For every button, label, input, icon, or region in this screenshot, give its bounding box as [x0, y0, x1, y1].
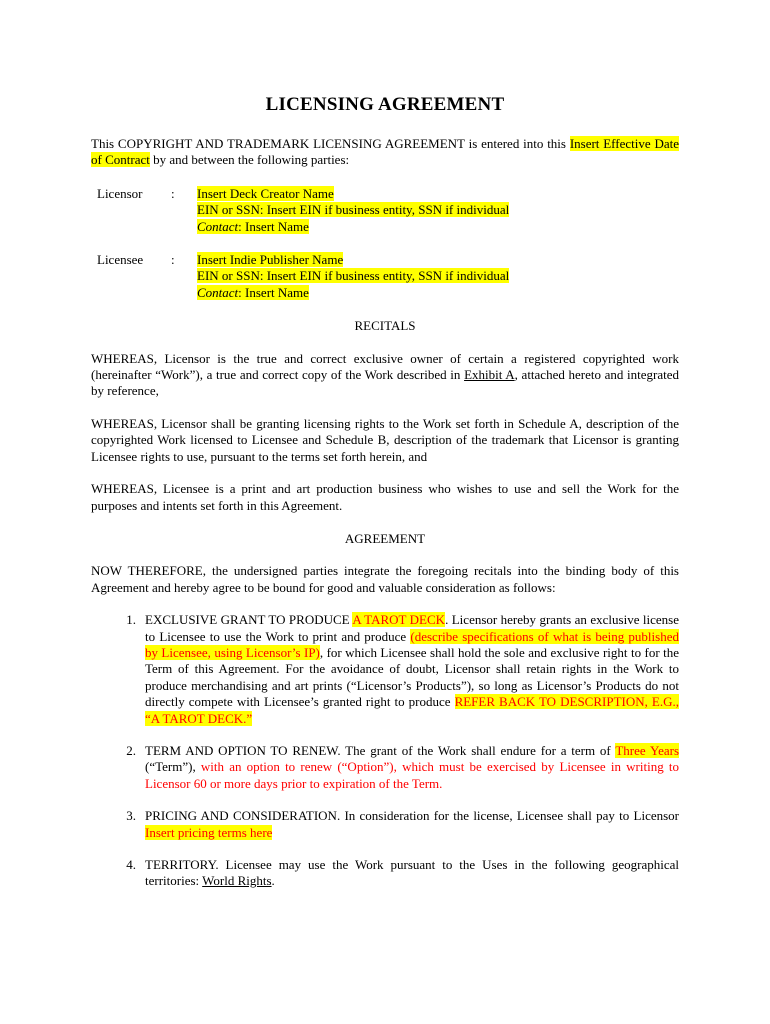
now-therefore-paragraph: NOW THEREFORE, the undersigned parties integrate the foregoing recitals into the binding body of this Agreement and hereby agree to be bound for good and valuable consideration as follows:	[91, 563, 679, 595]
licensee-contact-label: Contact	[197, 284, 239, 300]
licensee-contact-value: : Insert Name	[238, 284, 309, 300]
intro-paragraph	[91, 136, 679, 169]
clause-4-end: .	[271, 873, 275, 889]
clause-1-part: . Licensor hereby grants an exclusive license to Licensee to use the Work to print and produce	[145, 612, 679, 644]
refer-back-placeholder: REFER BACK TO DESCRIPTION, E.G., “A TAROT DECK.”	[145, 694, 679, 726]
licensor-label: Licensor	[97, 185, 143, 201]
clause-number: 2.	[126, 742, 136, 758]
clause-4-text	[136, 857, 679, 890]
licensor-contact-value: : Insert Name	[238, 218, 309, 234]
licensor-contact-label: Contact	[197, 218, 239, 234]
licensee-colon: :	[171, 252, 175, 268]
clause-1-part: , for which Licensee shall hold the sole and exclusive right to for the Term of this Agreement. For the avoidance of doubt, Licensor shall retain rights in the Work to produce merchandising and art prints (“Licensor’s Products”), so long as Licensor’s Products do not directly compete with Licensee’s granted right to produce	[145, 644, 679, 710]
licensee-ein: EIN or SSN: Insert EIN if business entity, SSN if individual	[197, 268, 510, 284]
option-text: with an option to renew (“Option”), which must be exercised by Licensee in writing to Licensor 60 or more days prior to expiration of the Term.	[145, 759, 679, 791]
clause-number: 4.	[126, 857, 136, 872]
licensee-name: Insert Indie Publisher Name	[197, 252, 344, 268]
clause-2-part: (“Term”),	[145, 759, 201, 775]
licensee-block	[91, 252, 679, 301]
licensor-name: Insert Deck Creator Name	[197, 185, 334, 201]
clause-item	[91, 743, 679, 792]
recital-2: WHEREAS, Licensor shall be granting licensing rights to the Work set forth in Schedule A, description of the copyrighted Work licensed to Licensee and Schedule B, description of the trademark that Licensor is granting Licensee rights to use, pursuant to the terms set forth herein, and	[91, 415, 679, 464]
clause-item	[91, 808, 679, 841]
licensor-ein: EIN or SSN: Insert EIN if business entity, SSN if individual	[197, 202, 510, 218]
exhibit-a-reference: Exhibit A	[464, 367, 515, 383]
intro-text: This COPYRIGHT AND TRADEMARK LICENSING AGREEMENT is entered into this	[91, 136, 570, 151]
recital-3: WHEREAS, Licensee is a print and art production business who wishes to use and sell the Work for the purposes and intents set forth in this Agreement.	[91, 481, 679, 513]
clause-item	[91, 857, 679, 890]
licensor-colon: :	[171, 185, 175, 201]
clause-number: 3.	[126, 808, 136, 824]
licensee-label: Licensee	[97, 252, 144, 268]
clause-1-text	[136, 612, 679, 727]
pricing-placeholder: Insert pricing terms here	[145, 824, 273, 840]
clause-number: 1.	[126, 612, 136, 628]
term-placeholder: Three Years	[615, 742, 679, 758]
clause-list	[91, 612, 679, 890]
recitals-heading: RECITALS	[354, 318, 416, 334]
recital-1	[91, 351, 679, 400]
recital-1-text-end: , attached hereto and integrated by reference,	[91, 367, 680, 399]
intro-text-end: by and between the following parties:	[149, 152, 350, 168]
product-placeholder: A TAROT DECK	[352, 612, 446, 628]
clause-4-heading: TERRITORY. Licensee may use the Work pursuant to the Uses in the following geographical territories:	[145, 857, 679, 889]
recital-1-text: WHEREAS, Licensor is the true and correct exclusive owner of certain a registered copyrighted work (hereinafter “Work”), a true and correct copy of the Work described in	[91, 350, 679, 383]
clause-2-heading: TERM AND OPTION TO RENEW. The grant of the Work shall endure for a term of	[145, 742, 616, 758]
effective-date-placeholder: Insert Effective Date of Contract	[91, 136, 679, 168]
clause-3-text	[136, 808, 679, 841]
clause-1-heading: EXCLUSIVE GRANT TO PRODUCE	[145, 612, 353, 628]
clause-item	[91, 612, 679, 727]
world-rights-term: World Rights	[202, 873, 272, 889]
licensor-contact	[197, 219, 309, 234]
agreement-heading: AGREEMENT	[344, 530, 426, 546]
specifications-placeholder: (describe specifications of what is being published by Licensee, using Licensor’s IP)	[145, 628, 679, 660]
clause-3-heading: PRICING AND CONSIDERATION. In consideration for the license, Licensee shall pay to Licensor	[145, 808, 679, 824]
document-title: LICENSING AGREEMENT	[265, 94, 505, 115]
licensee-contact	[197, 285, 309, 300]
clause-2-text	[136, 743, 679, 792]
document-body	[91, 92, 679, 906]
licensor-block	[91, 186, 679, 235]
